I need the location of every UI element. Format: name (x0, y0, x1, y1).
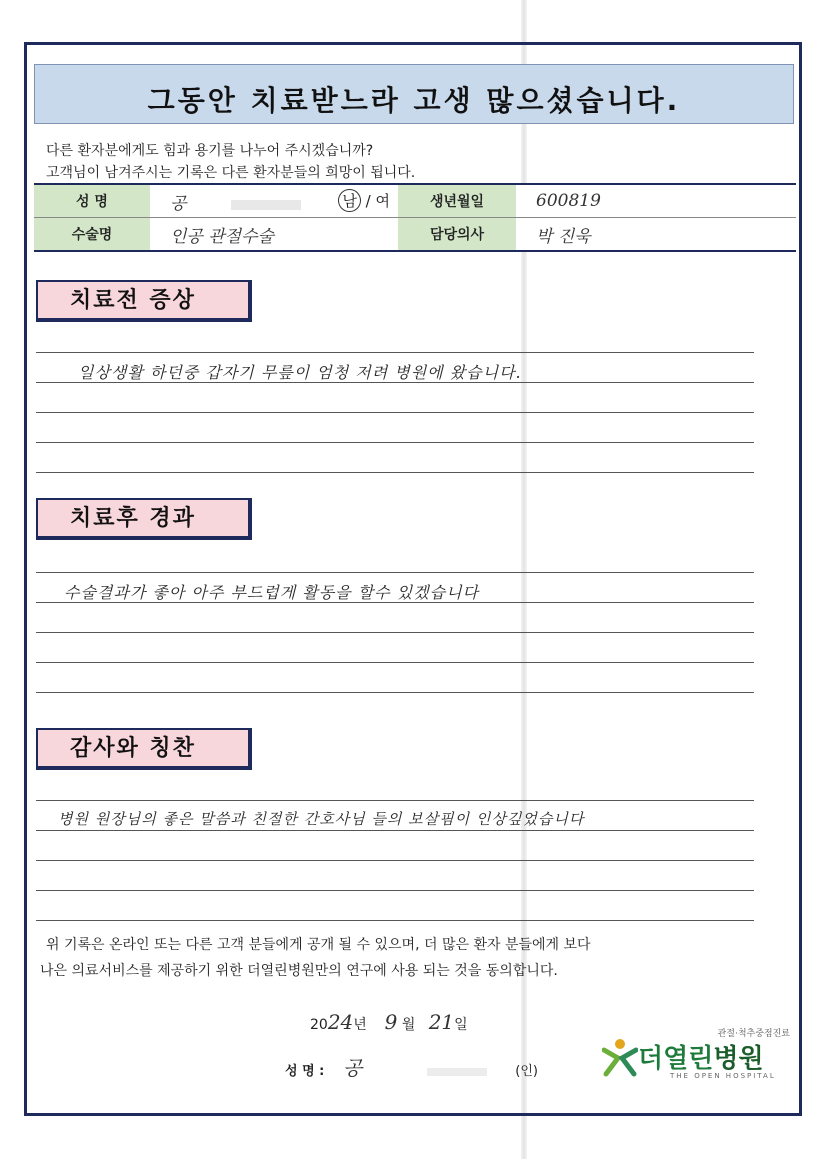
writing-line (36, 572, 754, 573)
date-year-prefix: 20 (310, 1017, 328, 1033)
writing-line (36, 352, 754, 353)
redacted-signature (427, 1068, 487, 1076)
signature-label: 성 명 : (285, 1064, 325, 1079)
date-line (310, 1010, 468, 1034)
intro-line-2: 고객님이 남겨주시는 기록은 다른 환자분들의 희망이 됩니다. (46, 165, 416, 181)
date-year-unit: 년 (353, 1017, 367, 1033)
writing-line (36, 442, 754, 443)
signature-seal: (인) (515, 1064, 538, 1079)
consent-line-1: 위 기록은 온라인 또는 다른 고객 분들에게 공개 될 수 있으며, 더 많은 환자 분들에게 보다 (46, 937, 591, 953)
writing-line (36, 662, 754, 663)
redacted-name (231, 200, 301, 210)
birth-value: 600819 (536, 191, 601, 211)
after-text: 수술결과가 좋아 아주 부드럽게 활동을 할수 있겠습니다 (64, 583, 480, 602)
surgery-label: 수술명 (34, 218, 150, 252)
surgery-value: 인공 관절수술 (170, 226, 274, 247)
writing-line (36, 890, 754, 891)
name-value: 공 (170, 193, 187, 214)
doctor-label: 담당의사 (398, 218, 516, 252)
sex-separator: / (365, 191, 371, 210)
signature-line (285, 1052, 538, 1081)
doctor-cell (516, 218, 796, 252)
birth-cell (516, 184, 796, 218)
logo-name-part1: 더열린 (638, 1044, 714, 1074)
sex-selector (338, 189, 390, 212)
section-before-heading: 치료전 증상 (36, 280, 252, 322)
signature-name: 공 (342, 1056, 363, 1080)
writing-line (36, 920, 754, 921)
writing-line (36, 632, 754, 633)
writing-line (36, 472, 754, 473)
patient-info-table (34, 183, 796, 252)
writing-line (36, 602, 754, 603)
doctor-value: 박 진욱 (536, 226, 591, 247)
writing-line (36, 412, 754, 413)
person-mark-icon (602, 1038, 638, 1078)
birth-label: 생년월일 (398, 184, 516, 218)
writing-line (36, 830, 754, 831)
sex-male: 남 (338, 189, 361, 212)
date-day: 21 (428, 1010, 455, 1034)
writing-line (36, 692, 754, 693)
writing-line (36, 860, 754, 861)
info-row-1 (34, 184, 796, 218)
page-title: 그동안 치료받느라 고생 많으셨습니다. (147, 84, 681, 117)
date-month-unit: 월 (401, 1017, 416, 1033)
date-day-unit: 일 (454, 1017, 468, 1033)
section-after-heading: 치료후 경과 (36, 498, 252, 540)
title-bar (34, 64, 794, 124)
logo-english: THE OPEN HOSPITAL (670, 1072, 776, 1080)
intro-line-1: 다른 환자분에게도 힘과 용기를 나누어 주시겠습니까? (46, 143, 374, 159)
info-row-2 (34, 218, 796, 252)
name-label: 성 명 (34, 184, 150, 218)
before-text: 일상생활 하던중 갑자기 무릎이 엄청 저려 병원에 왔습니다. (78, 363, 522, 382)
name-cell (150, 184, 398, 218)
logo-name-part2: 병원 (713, 1044, 764, 1074)
writing-line (36, 800, 754, 801)
consent-line-2: 나은 의료서비스를 제공하기 위한 더열린병원만의 연구에 사용 되는 것을 동의합니다. (40, 963, 558, 979)
logo-tagline: 관절·척추중점진료 (717, 1029, 790, 1039)
thanks-text: 병원 원장님의 좋은 말씀과 친절한 간호사님 들의 보살핌이 인상깊었습니다 (58, 810, 585, 828)
surgery-cell (150, 218, 398, 252)
date-month: 9 (384, 1010, 398, 1034)
writing-line (36, 382, 754, 383)
sex-female: 여 (375, 191, 390, 210)
logo-name (638, 1038, 764, 1075)
date-year-hand: 24 (327, 1010, 354, 1034)
hospital-logo (600, 1026, 790, 1088)
section-thanks-heading: 감사와 칭찬 (36, 728, 252, 770)
